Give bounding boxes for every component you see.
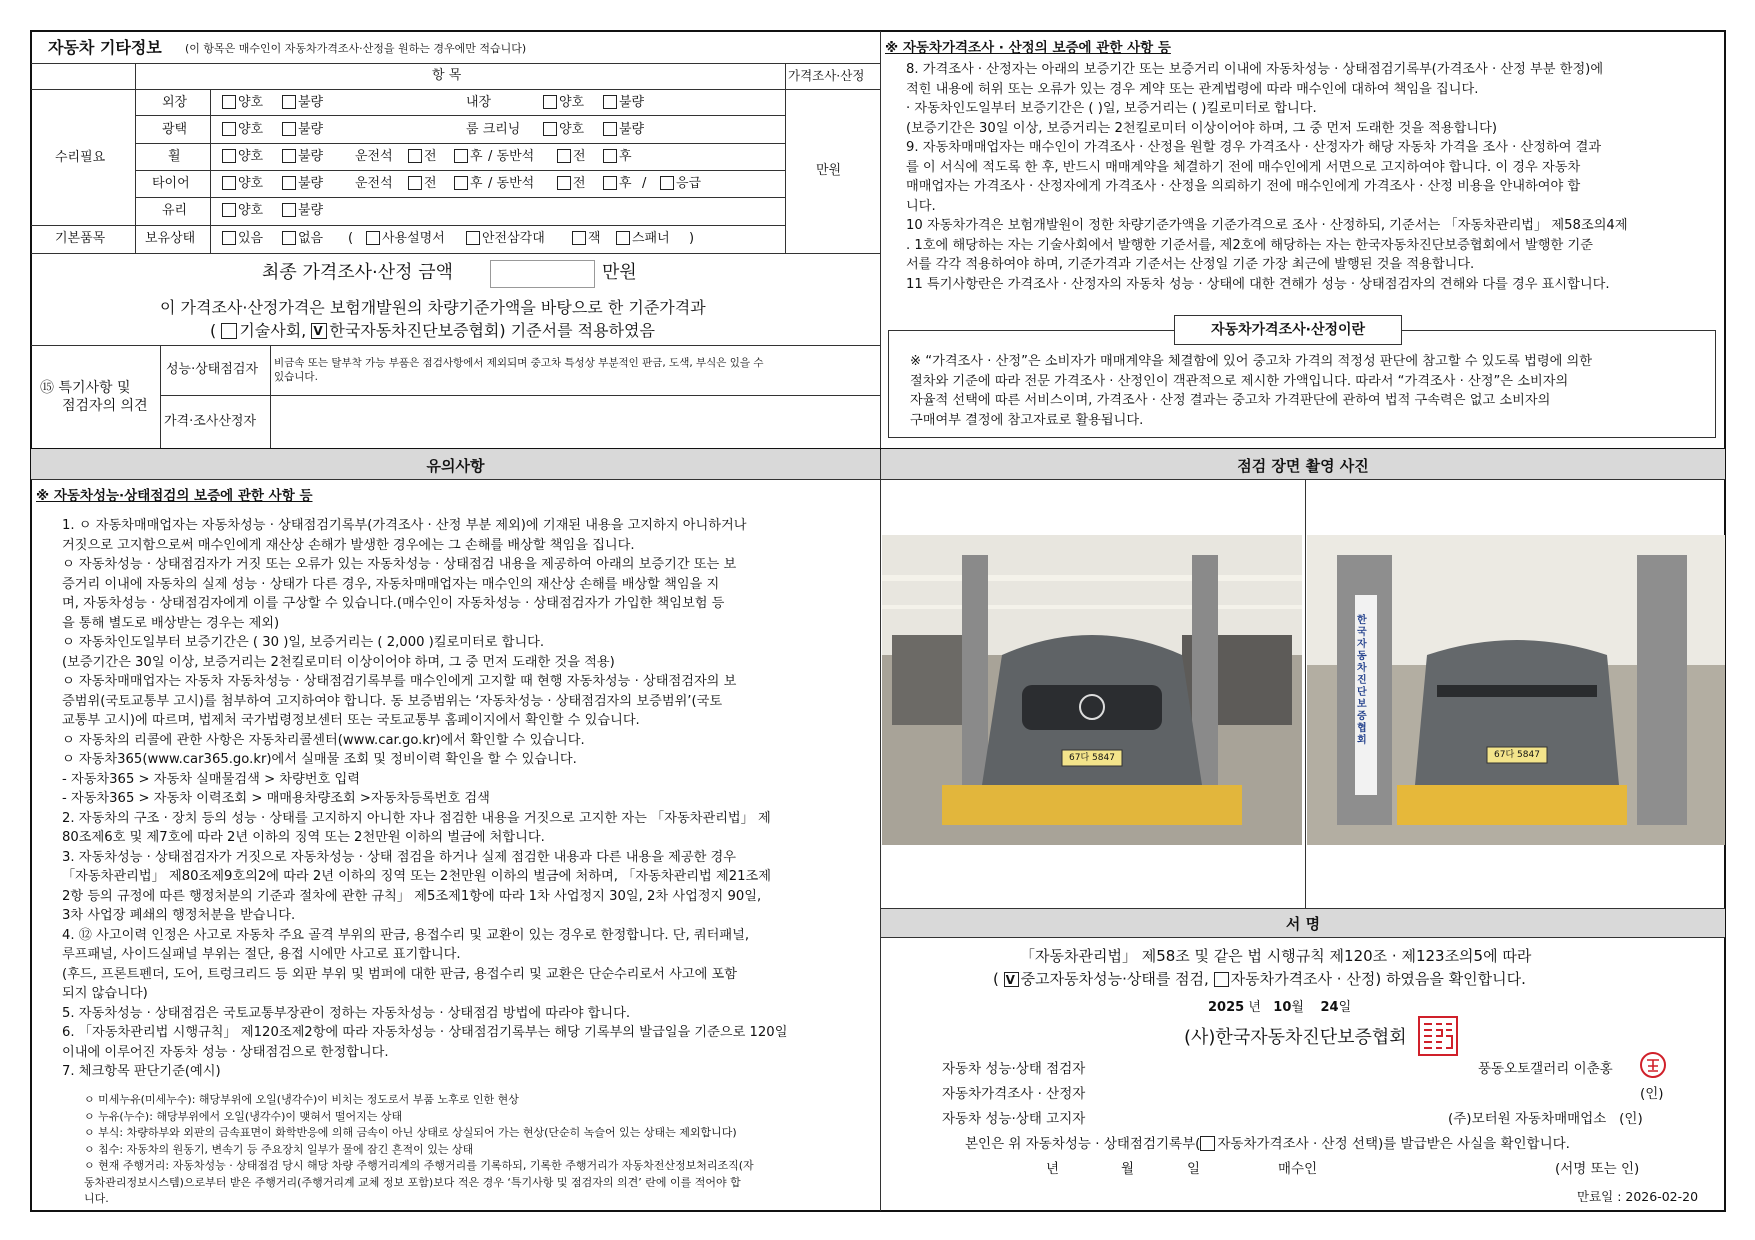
tire-bad-option[interactable] (282, 176, 323, 192)
glass-bad-option[interactable] (282, 203, 323, 219)
option-label: 양호 (238, 122, 264, 137)
checkbox-icon (557, 149, 571, 163)
notice-line: 되지 않습니다) (62, 986, 148, 1001)
price-warranty-line: . 1호에 해당하는 자는 기술사회에서 발행한 기준서를, 제2호에 해당하는 자는 한국자동차진단보증협회에서 발행한 기준 (906, 237, 1593, 253)
polish-good-option[interactable] (222, 122, 263, 138)
price-warranty-line: 니다. (906, 198, 936, 214)
price-warranty-line: 10 자동차가격은 보험개발원이 정한 차량기준가액을 기준가격으로 조사 · 산정하되, 기준서는 「자동차관리법」 제58조의4제 (906, 218, 1628, 233)
inspector-opinion-2: 있습니다. (274, 371, 318, 383)
front-inspection-photo (882, 535, 1302, 845)
checkbox-icon (282, 231, 296, 245)
option-performance-check: 중고자동차성능·상태를 점검, (1020, 970, 1209, 988)
notice-line: - 자동차365 > 자동차 이력조회 > 매매용차량조회 >자동차등록번호 검색 (62, 791, 490, 806)
checkbox-icon[interactable] (221, 323, 237, 339)
wheel-passenger-rear-option[interactable] (603, 149, 632, 165)
checkbox-icon (222, 122, 236, 136)
buyer-confirm-line (965, 1136, 1570, 1152)
buyer-date-month: 월 (1121, 1161, 1135, 1177)
option-label: 양호 (238, 176, 264, 191)
exterior-good-option[interactable] (222, 95, 263, 111)
checkbox-icon (282, 122, 296, 136)
checkbox-icon (282, 203, 296, 217)
checkbox-icon (454, 149, 468, 163)
checkbox-icon (408, 149, 422, 163)
price-unit-label: 만원 (816, 163, 842, 178)
option-label: 양호 (559, 122, 585, 137)
jack-option[interactable] (572, 231, 601, 247)
tire-emergency-option[interactable] (660, 176, 701, 192)
option-label: 양호 (559, 95, 585, 110)
checkbox-icon[interactable] (1200, 1136, 1215, 1151)
price-definition-title: 자동차가격조사·산정이란 (1174, 315, 1402, 345)
final-amount-label: 최종 가격조사·산정 금액 (262, 262, 454, 283)
inspector-sign-value: 풍동오토갤러리 이춘홍 (1478, 1061, 1613, 1077)
repair-group-label: 수리필요 (55, 150, 106, 165)
notice-line: 5. 자동차성능 · 상태점검은 국토교통부장관이 정하는 자동차성능 · 상태점검 방법에 따라야 합니다. (62, 1005, 631, 1021)
basis-line-1: 이 가격조사·산정가격은 보험개발원의 차량기준가액을 바탕으로 한 기준가격과 (160, 298, 706, 317)
signature-header: 서 명 (1285, 915, 1321, 933)
checkbox-icon (616, 231, 630, 245)
none-option[interactable] (282, 231, 323, 247)
notice-line: ㅇ 자동차매매업자는 자동차 자동차성능 · 상태점검기록부를 매수인에게 고지할 때 현행 자동차성능 · 상태점검자의 보 (62, 674, 737, 689)
option-label: 양호 (238, 203, 264, 218)
definition-line: ※ “가격조사 · 산정”은 소비자가 매매계약을 체결함에 있어 중고차 가격의 적정성 판단에 참고할 수 있도록 법령에 의한 (910, 354, 1592, 369)
checkbox-icon (222, 176, 236, 190)
notice-line: - 자동차365 > 자동차 실매물검색 > 차량번호 입력 (62, 771, 360, 787)
option-price-appraisal: 자동차가격조사 · 산정) 하였음을 확인합니다. (1230, 970, 1526, 988)
notice-line: ㅇ 자동차성능 · 상태점검자가 거짓 또는 오류가 있는 자동차성능 · 상태점검 내용을 제공하여 아래의 보증기간 또는 보 (62, 557, 737, 572)
year-unit: 년 (1248, 1000, 1261, 1015)
sign-year: 2025 (1208, 1000, 1245, 1015)
rear-plate-text: 67다 5847 (1494, 750, 1540, 760)
appraiser-sign-label: 자동차가격조사 · 산정자 (942, 1086, 1086, 1102)
spanner-option[interactable] (616, 231, 670, 247)
price-definition-text (910, 352, 1592, 430)
room-clean-good-option[interactable] (543, 122, 584, 138)
wall-banner-text: 한국자동차진단보증협회 (1357, 615, 1367, 746)
option-label: 불량 (619, 122, 645, 137)
row-wheel-label: 휠 (168, 149, 181, 164)
row-tire-label: 타이어 (152, 176, 190, 191)
option-label: 불량 (298, 203, 324, 218)
final-amount-input[interactable] (490, 260, 595, 288)
checkbox-icon (603, 149, 617, 163)
checkbox-icon (603, 176, 617, 190)
option-label: 스패너 (632, 231, 670, 246)
performance-warranty-heading: ※ 자동차성능·상태점검의 보증에 관한 사항 등 (36, 488, 313, 504)
checkbox-icon (543, 95, 557, 109)
inspector-label: 성능·상태점검자 (166, 362, 259, 377)
inspector-opinion-1: 비금속 또는 탈부착 가능 부품은 점검사항에서 제외되며 중고차 특성상 부분적인 판금, 도색, 부식은 있을 수 (274, 357, 764, 369)
notice-header: 유의사항 (426, 457, 485, 475)
col-item-header: 항 목 (432, 68, 462, 83)
signature-line-1: 「자동차관리법」 제58조 및 같은 법 시행규칙 제120조 · 제123조의5에 따라 (1020, 947, 1532, 965)
checkbox-icon (282, 95, 296, 109)
notice-line: ㅇ 자동차의 리콜에 관한 사항은 자동차리콜센터(www.car.go.kr)에서 확인할 수 있습니다. (62, 732, 585, 748)
owned-state-label: 보유상태 (145, 231, 196, 246)
checkbox-icon (366, 231, 380, 245)
notice-line: 3차 사업장 폐쇄의 행정처분을 받습니다. (62, 908, 296, 923)
row-glass-label: 유리 (162, 203, 188, 218)
option-label: 안전삼각대 (482, 231, 545, 246)
notice-line: 1. ㅇ 자동차매매업자는 자동차성능 · 상태점검기록부(가격조사 · 산정 부분 제외)에 기재된 내용을 고지하지 아니하거나 (62, 518, 747, 533)
price-warranty-text (906, 60, 1628, 294)
wheel-good-option[interactable] (222, 149, 263, 165)
notice-line: 80조제6호 및 제7호에 따라 2년 이하의 징역 또는 2천만원 이하의 벌금에 처합니다. (62, 830, 545, 845)
wheel-passenger-front-option[interactable] (557, 149, 586, 165)
special-notes-label-2: 점검자의 의견 (62, 398, 148, 414)
appraiser-sign-value: (인) (1640, 1086, 1664, 1102)
checkbox-icon (454, 176, 468, 190)
row-interior-label: 내장 (466, 95, 492, 110)
notice-text (62, 516, 787, 1082)
expiry-date: 만료일 : 2026-02-20 (1577, 1189, 1699, 1204)
special-notes-label (40, 380, 131, 396)
notice-line: 을 통해 별도로 배상받는 경우는 제외) (62, 615, 280, 631)
price-warranty-line: 매매업자는 가격조사 · 산정자에게 가격조사 · 산정을 의뢰하기 전에 매수인에게 가격조사 · 산정 비용을 안내하여야 합 (906, 179, 1581, 194)
notifier-sign-label: 자동차 성능·상태 고지자 (942, 1111, 1086, 1127)
wheel-passenger-label: / 동반석 (488, 149, 535, 164)
criteria-line: ㅇ 부식: 차량하부와 외판의 금속표면이 화학반응에 의해 금속이 아닌 상태로 상실되어 가는 현상(단순히 녹슬어 있는 상태는 제외합니다) (84, 1126, 737, 1139)
tire-good-option[interactable] (222, 176, 263, 192)
option-label: 불량 (298, 149, 324, 164)
check-criteria-list (84, 1092, 754, 1208)
wheel-driver-label: 운전석 (355, 149, 393, 164)
checkbox-icon (222, 95, 236, 109)
option-label: 후 (619, 176, 632, 191)
notifier-sign-value: (주)모터원 자동차매매업소 (인) (1448, 1111, 1643, 1127)
tire-driver-front-option[interactable] (408, 176, 437, 192)
price-warranty-line: 8. 가격조사 · 산정자는 아래의 보증기간 또는 보증거리 이내에 자동차성능 · 상태점검기록부(가격조사 · 산정 부분 한정)에 (906, 62, 1604, 77)
option-label: 불량 (298, 95, 324, 110)
tire-slash: / (642, 176, 647, 191)
inspector-seal-icon (1640, 1052, 1666, 1078)
have-option[interactable] (222, 231, 263, 247)
association-seal-icon (1418, 1016, 1458, 1056)
confirm-text-a: 본인은 위 자동차성능 · 상태점검기록부( (965, 1136, 1201, 1152)
other-info-title: 자동차 기타정보 (48, 38, 162, 57)
checkbox-icon (222, 149, 236, 163)
basis-suffix: 기준서를 적용하였음 (510, 321, 655, 340)
wheel-driver-rear-option[interactable] (454, 149, 483, 165)
criteria-line: ㅇ 침수: 자동차의 원동기, 변속기 등 주요장치 일부가 물에 잠긴 흔적이 있는 상태 (84, 1142, 474, 1156)
polish-bad-option[interactable] (282, 122, 323, 138)
confirm-text-b: 자동차가격조사 · 산정 선택)를 발급받은 사실을 확인합니다. (1217, 1136, 1570, 1152)
option-label: 불량 (619, 95, 645, 110)
row-room-clean-label: 룸 크리닝 (466, 122, 521, 137)
definition-line: 구매여부 결정에 참고자료로 활용됩니다. (910, 412, 1144, 428)
tire-passenger-rear-option[interactable] (603, 176, 632, 192)
notice-line: (보증기간은 30일 이상, 보증거리는 2천킬로미터 이상이어야 하며, 그 중 먼저 도래한 것을 적용) (62, 654, 615, 670)
association-name: (사)한국자동차진단보증협회 (1184, 1027, 1407, 1048)
price-warranty-line: (보증기간은 30일 이상, 보증거리는 2천킬로미터 이상이어야 하며, 그 중 먼저 도래한 것을 적용합니다) (906, 120, 1497, 136)
sign-day: 24 (1320, 1000, 1339, 1015)
photos-header: 점검 장면 촬영 사진 (1237, 457, 1369, 475)
checkbox-icon (557, 176, 571, 190)
checkbox-icon (603, 95, 617, 109)
option-label: 응급 (676, 176, 702, 191)
checkbox-icon (282, 149, 296, 163)
option-label: 불량 (298, 176, 324, 191)
basis-line-2 (210, 321, 655, 341)
price-warranty-line: 9. 자동차매매업자는 매수인이 가격조사 · 산정을 원할 경우 가격조사 · 산정자가 해당 자동차 가격을 조사 · 산정하여 결과 (906, 140, 1602, 155)
checked-checkbox-icon[interactable] (311, 323, 327, 339)
sign-hint: (서명 또는 인) (1555, 1161, 1640, 1177)
paren-open: ( (348, 231, 354, 246)
criteria-line: 니다. (84, 1192, 109, 1205)
definition-line: 절차와 기준에 따라 전문 가격조사 · 산정인이 객관적으로 제시한 가액입니다. 따라서 “가격조사 · 산정”은 소비자의 (910, 373, 1569, 389)
col-price-header: 가격조사·산정 (788, 68, 865, 83)
checkbox-icon (572, 231, 586, 245)
signature-line-2 (993, 969, 1526, 989)
room-clean-bad-option[interactable] (603, 122, 644, 138)
notice-line: 2. 자동차의 구조 · 장치 등의 성능 · 상태를 고지하지 아니한 자나 점검한 내용을 거짓으로 고지한 자는 「자동차관리법」 제 (62, 810, 771, 826)
special-notes-label-1: 특기사항 및 (58, 380, 131, 396)
tire-driver-rear-option[interactable] (454, 176, 483, 192)
interior-good-option[interactable] (543, 95, 584, 111)
wheel-driver-front-option[interactable] (408, 149, 437, 165)
price-warranty-line: · 자동차인도일부터 보증기간은 ( )일, 보증거리는 ( )킬로미터로 합니다. (906, 101, 1317, 116)
price-warranty-line: 11 특기사항란은 가격조사 · 산정자의 자동차 성능 · 상태에 대한 견해가 성능 · 상태점검자의 견해와 다를 경우 표시합니다. (906, 276, 1610, 292)
tire-driver-label: 운전석 (355, 176, 393, 191)
notice-line: 7. 체크항목 판단기준(예시) (62, 1064, 221, 1079)
basis-option-tech-society: 기술사회, (239, 321, 307, 340)
tire-passenger-label: / 동반석 (488, 176, 535, 191)
glass-good-option[interactable] (222, 203, 263, 219)
paren-open: ( (210, 321, 217, 340)
triangle-option[interactable] (466, 231, 545, 247)
rear-inspection-photo (1307, 535, 1725, 845)
center-divider (880, 31, 881, 1211)
day-unit: 일 (1338, 1000, 1352, 1015)
checkbox-icon (222, 231, 236, 245)
tire-passenger-front-option[interactable] (557, 176, 586, 192)
checkbox-icon (603, 122, 617, 136)
notice-line: (후드, 프론트펜더, 도어, 트렁크리드 등 외판 부위 및 범퍼에 대한 판금, 용접수리 및 교환은 단순수리로서 사고에 포함 (62, 966, 737, 982)
buyer-date-year: 년 (1046, 1161, 1060, 1177)
basic-items-label: 기본품목 (55, 231, 106, 246)
option-label: 전 (424, 149, 437, 164)
notice-line: 루프패널, 사이드실패널 부위는 절단, 용접 시에만 사고로 표기합니다. (62, 947, 461, 962)
option-label: 전 (424, 176, 437, 191)
row-exterior-label: 외장 (162, 95, 188, 110)
option-label: 후 (470, 176, 483, 191)
option-label: 전 (573, 176, 586, 191)
final-amount-unit: 만원 (602, 262, 637, 283)
wheel-bad-option[interactable] (282, 149, 323, 165)
buyer-date-day: 일 (1187, 1161, 1201, 1177)
notice-line: ㅇ 자동차인도일부터 보증기간은 ( 30 )일, 보증거리는 ( 2,000 )킬로미터로 합니다. (62, 635, 545, 650)
paren-open: ( (993, 970, 999, 988)
option-label: 없음 (298, 231, 324, 246)
row-polish-label: 광택 (162, 122, 188, 137)
checkbox-icon (543, 122, 557, 136)
checkbox-icon (660, 176, 674, 190)
manual-option[interactable] (366, 231, 445, 247)
price-warranty-line: 서를 각각 적용하여야 하며, 기준가격과 기준서는 산정일 기준 가장 최근에 발행된 것을 적용합니다. (906, 257, 1475, 272)
other-info-note: (이 항목은 매수인이 자동차가격조사·산정을 원하는 경우에만 적습니다) (185, 42, 527, 55)
notice-line: 이내에 이루어진 자동차 성능 · 상태점검으로 한정합니다. (62, 1044, 389, 1060)
checkbox-icon (222, 203, 236, 217)
option-label: 양호 (238, 149, 264, 164)
option-label: 불량 (298, 122, 324, 137)
paren-close: ) (689, 231, 695, 246)
circled-15: ⑮ (40, 380, 54, 396)
appraiser-label: 가격·조사산정자 (164, 414, 257, 429)
criteria-line: 동차관리정보시스템)으로부터 받은 주행거리(주행거리계 교체 정보 포함)보다 적은 경우 ‘특기사항 및 점검자의 의견’ 란에 이를 적어야 합 (84, 1175, 741, 1189)
criteria-line: ㅇ 미세누유(미세누수): 해당부위에 오일(냉각수)이 비치는 정도로서 부품 노후로 인한 현상 (84, 1093, 519, 1106)
option-label: 후 (470, 149, 483, 164)
buyer-label: 매수인 (1278, 1161, 1318, 1177)
month-unit: 월 (1291, 1000, 1304, 1015)
basis-option-kaida: 한국자동차진단보증협회) (329, 321, 506, 340)
front-plate-text: 67다 5847 (1069, 753, 1115, 763)
price-warranty-line: 를 이 서식에 적도록 한 후, 반드시 매매계약을 체결하기 전에 매수인에게 서면으로 고지하여야 합니다. 이 경우 자동차 (906, 159, 1581, 175)
option-label: 있음 (238, 231, 264, 246)
notice-line: 「자동차관리법」 제80조제9호의2에 따라 2년 이하의 징역 또는 2천만원 이하의 벌금에 처하며, 「자동차관리법 제21조제 (62, 869, 771, 884)
option-label: 잭 (588, 231, 601, 246)
checked-checkbox-icon[interactable] (1004, 972, 1019, 987)
notice-line: 2항 등의 규정에 따른 행정처분의 기준과 절차에 관한 규칙」 제5조제1항에 따라 1차 사업정지 30일, 2차 사업정지 90일, (62, 888, 762, 904)
notice-line: 4. ⑫ 사고이력 인정은 사고로 자동차 주요 골격 부위의 판금, 용접수리 및 교환이 있는 경우로 한정합니다. 단, 쿼터패널, (62, 927, 750, 943)
option-label: 사용설명서 (382, 231, 445, 246)
notice-line: 증거리 이내에 자동차의 실제 성능 · 상태가 다른 경우, 자동차매매업자는 매수인의 재산상 손해를 배상할 책임을 지 (62, 576, 720, 592)
notice-line: 며, 자동차성능 · 상태점검자에게 이를 구상할 수 있습니다.(매수인이 자동차성능 · 상태점검자가 가입한 책임보험 등 (62, 596, 725, 611)
sign-date (1208, 1000, 1351, 1016)
notice-line: ㅇ 자동차365(www.car365.go.kr)에서 실매물 조회 및 정비이력 확인을 할 수 있습니다. (62, 752, 577, 767)
price-warranty-line: 적힌 내용에 허위 또는 오류가 있는 경우 계약 또는 관계법령에 따라 매수인에 대하여 책임을 집니다. (906, 81, 1479, 97)
notice-line: 6. 「자동차관리법 시행규칙」 제120조제2항에 따라 자동차성능 · 상태점검기록부는 해당 기록부의 발급일을 기준으로 120일 (62, 1025, 788, 1040)
checkbox-icon[interactable] (1214, 972, 1229, 987)
notice-line: 교통부 고시)에 따르며, 법제처 국가법령정보센터 또는 국토교통부 홈페이지에서 확인할 수 있습니다. (62, 713, 640, 728)
notice-line: 거짓으로 고지함으로써 매수인에게 재산상 손해가 발생한 경우에는 그 손해를 배상할 책임을 집니다. (62, 537, 635, 553)
inspector-sign-label: 자동차 성능·상태 점검자 (942, 1061, 1086, 1077)
criteria-line: ㅇ 누유(누수): 해당부위에서 오일(냉각수)이 맺혀서 떨어지는 상태 (84, 1109, 403, 1123)
notice-line: 증범위(국토교통부 고시)를 첨부하여 고지하여야 합니다. 동 보증범위는 ‘자동차성능 · 상태점검자의 보증범위’(국토 (62, 693, 723, 709)
option-label: 후 (619, 149, 632, 164)
sign-month: 10 (1273, 1000, 1292, 1015)
interior-bad-option[interactable] (603, 95, 644, 111)
checkbox-icon (466, 231, 480, 245)
definition-line: 자율적 선택에 따른 서비스이며, 가격조사 · 산정 결과는 중고차 가격판단에 관하여 법적 구속력은 없고 소비자의 (910, 393, 1551, 408)
checkbox-icon (282, 176, 296, 190)
option-label: 전 (573, 149, 586, 164)
photo-divider (1305, 480, 1306, 908)
criteria-line: ㅇ 현재 주행거리: 자동차성능 · 상태점검 당시 해당 차량 주행거리계의 주행거리를 기록하되, 기록한 주행거리가 자동차전산정보처리조직(자 (84, 1159, 754, 1172)
price-warranty-heading: ※ 자동차가격조사 · 산정의 보증에 관한 사항 등 (885, 40, 1171, 56)
option-label: 양호 (238, 95, 264, 110)
notice-line: 3. 자동차성능 · 상태점검자가 거짓으로 자동차성능 · 상태 점검을 하거나 실제 점검한 내용과 다른 내용을 제공한 경우 (62, 849, 737, 865)
exterior-bad-option[interactable] (282, 95, 323, 111)
checkbox-icon (408, 176, 422, 190)
